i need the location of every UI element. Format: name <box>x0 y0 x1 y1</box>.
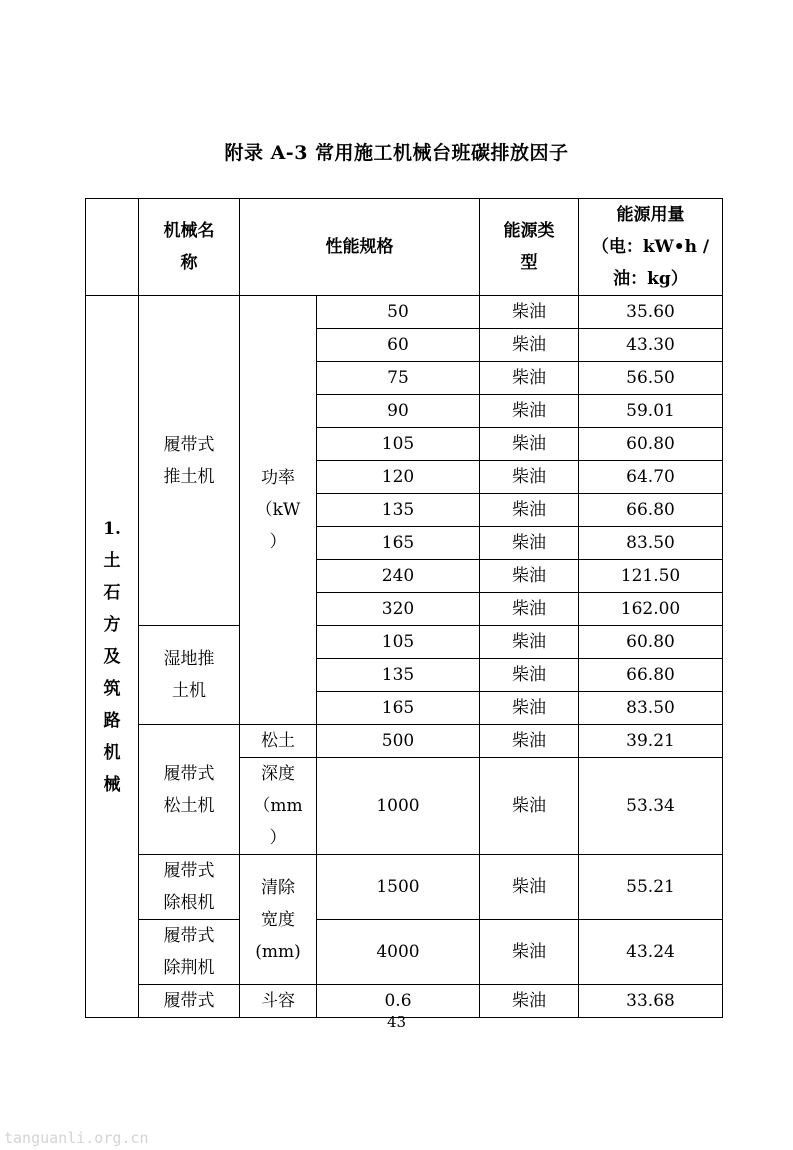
spec-value: 105 <box>317 428 480 461</box>
fuel-type: 柴油 <box>480 428 579 461</box>
spec-power-kw: 功率 （kW ） <box>240 296 317 725</box>
spec-value: 90 <box>317 395 480 428</box>
fuel-type: 柴油 <box>480 692 579 725</box>
energy-amount: 55.21 <box>579 855 723 920</box>
spec-value: 135 <box>317 494 480 527</box>
energy-amount: 43.24 <box>579 920 723 985</box>
energy-amount: 56.50 <box>579 362 723 395</box>
energy-amount: 59.01 <box>579 395 723 428</box>
machine-crawler-ripper: 履带式 松土机 <box>139 725 240 855</box>
watermark: tanguanli.org.cn <box>4 1129 149 1147</box>
spec-value: 500 <box>317 725 480 758</box>
fuel-type: 柴油 <box>480 329 579 362</box>
header-blank-cell <box>86 199 139 296</box>
energy-amount: 162.00 <box>579 593 723 626</box>
header-spec: 性能规格 <box>240 199 480 296</box>
energy-amount: 66.80 <box>579 659 723 692</box>
spec-label-loosen: 松土 <box>240 725 317 758</box>
energy-amount: 39.21 <box>579 725 723 758</box>
spec-value: 165 <box>317 692 480 725</box>
spec-label-bucket: 斗容 <box>240 985 317 1018</box>
emission-factor-table <box>85 198 723 1018</box>
fuel-type: 柴油 <box>480 395 579 428</box>
spec-value: 0.6 <box>317 985 480 1018</box>
energy-amount: 60.80 <box>579 626 723 659</box>
spec-value: 1500 <box>317 855 480 920</box>
energy-amount: 60.80 <box>579 428 723 461</box>
fuel-type: 柴油 <box>480 560 579 593</box>
machine-wetland-dozer: 湿地推 土机 <box>139 626 240 725</box>
machine-crawler-brush-remover: 履带式 除荆机 <box>139 920 240 985</box>
page-title: 附录 A-3 常用施工机械台班碳排放因子 <box>224 142 569 164</box>
fuel-type: 柴油 <box>480 659 579 692</box>
table-row <box>86 296 723 329</box>
fuel-type: 柴油 <box>480 626 579 659</box>
header-energy-type: 能源类 型 <box>480 199 579 296</box>
energy-amount: 35.60 <box>579 296 723 329</box>
spec-value: 105 <box>317 626 480 659</box>
table-row <box>86 725 723 758</box>
spec-value: 165 <box>317 527 480 560</box>
fuel-type: 柴油 <box>480 920 579 985</box>
spec-depth-mm: 深度 （mm ） <box>240 758 317 855</box>
spec-value: 50 <box>317 296 480 329</box>
fuel-type: 柴油 <box>480 296 579 329</box>
spec-value: 75 <box>317 362 480 395</box>
fuel-type: 柴油 <box>480 527 579 560</box>
fuel-type: 柴油 <box>480 494 579 527</box>
spec-value: 60 <box>317 329 480 362</box>
energy-amount: 83.50 <box>579 692 723 725</box>
spec-value: 1000 <box>317 758 480 855</box>
energy-amount: 121.50 <box>579 560 723 593</box>
energy-amount: 43.30 <box>579 329 723 362</box>
table-row <box>86 920 723 985</box>
header-energy-usage: 能源用量 （电：kW•h / 油：kg） <box>579 199 723 296</box>
spec-value: 135 <box>317 659 480 692</box>
machine-crawler-root-remover: 履带式 除根机 <box>139 855 240 920</box>
fuel-type: 柴油 <box>480 985 579 1018</box>
fuel-type: 柴油 <box>480 758 579 855</box>
table-row <box>86 855 723 920</box>
spec-clear-width-mm: 清除 宽度 (mm) <box>240 855 317 985</box>
spec-value: 320 <box>317 593 480 626</box>
energy-amount: 83.50 <box>579 527 723 560</box>
header-machine-name: 机械名 称 <box>139 199 240 296</box>
machine-crawler: 履带式 <box>139 985 240 1018</box>
energy-amount: 66.80 <box>579 494 723 527</box>
fuel-type: 柴油 <box>480 362 579 395</box>
fuel-type: 柴油 <box>480 855 579 920</box>
page-number: 43 <box>386 1013 407 1031</box>
energy-amount: 53.34 <box>579 758 723 855</box>
fuel-type: 柴油 <box>480 593 579 626</box>
fuel-type: 柴油 <box>480 725 579 758</box>
spec-value: 240 <box>317 560 480 593</box>
energy-amount: 64.70 <box>579 461 723 494</box>
spec-value: 4000 <box>317 920 480 985</box>
category-earthwork-road: 1. 土 石 方 及 筑 路 机 械 <box>86 296 139 1018</box>
energy-amount: 33.68 <box>579 985 723 1018</box>
header-row <box>86 199 723 296</box>
table-row <box>86 626 723 659</box>
fuel-type: 柴油 <box>480 461 579 494</box>
spec-value: 120 <box>317 461 480 494</box>
machine-crawler-dozer: 履带式 推土机 <box>139 296 240 626</box>
